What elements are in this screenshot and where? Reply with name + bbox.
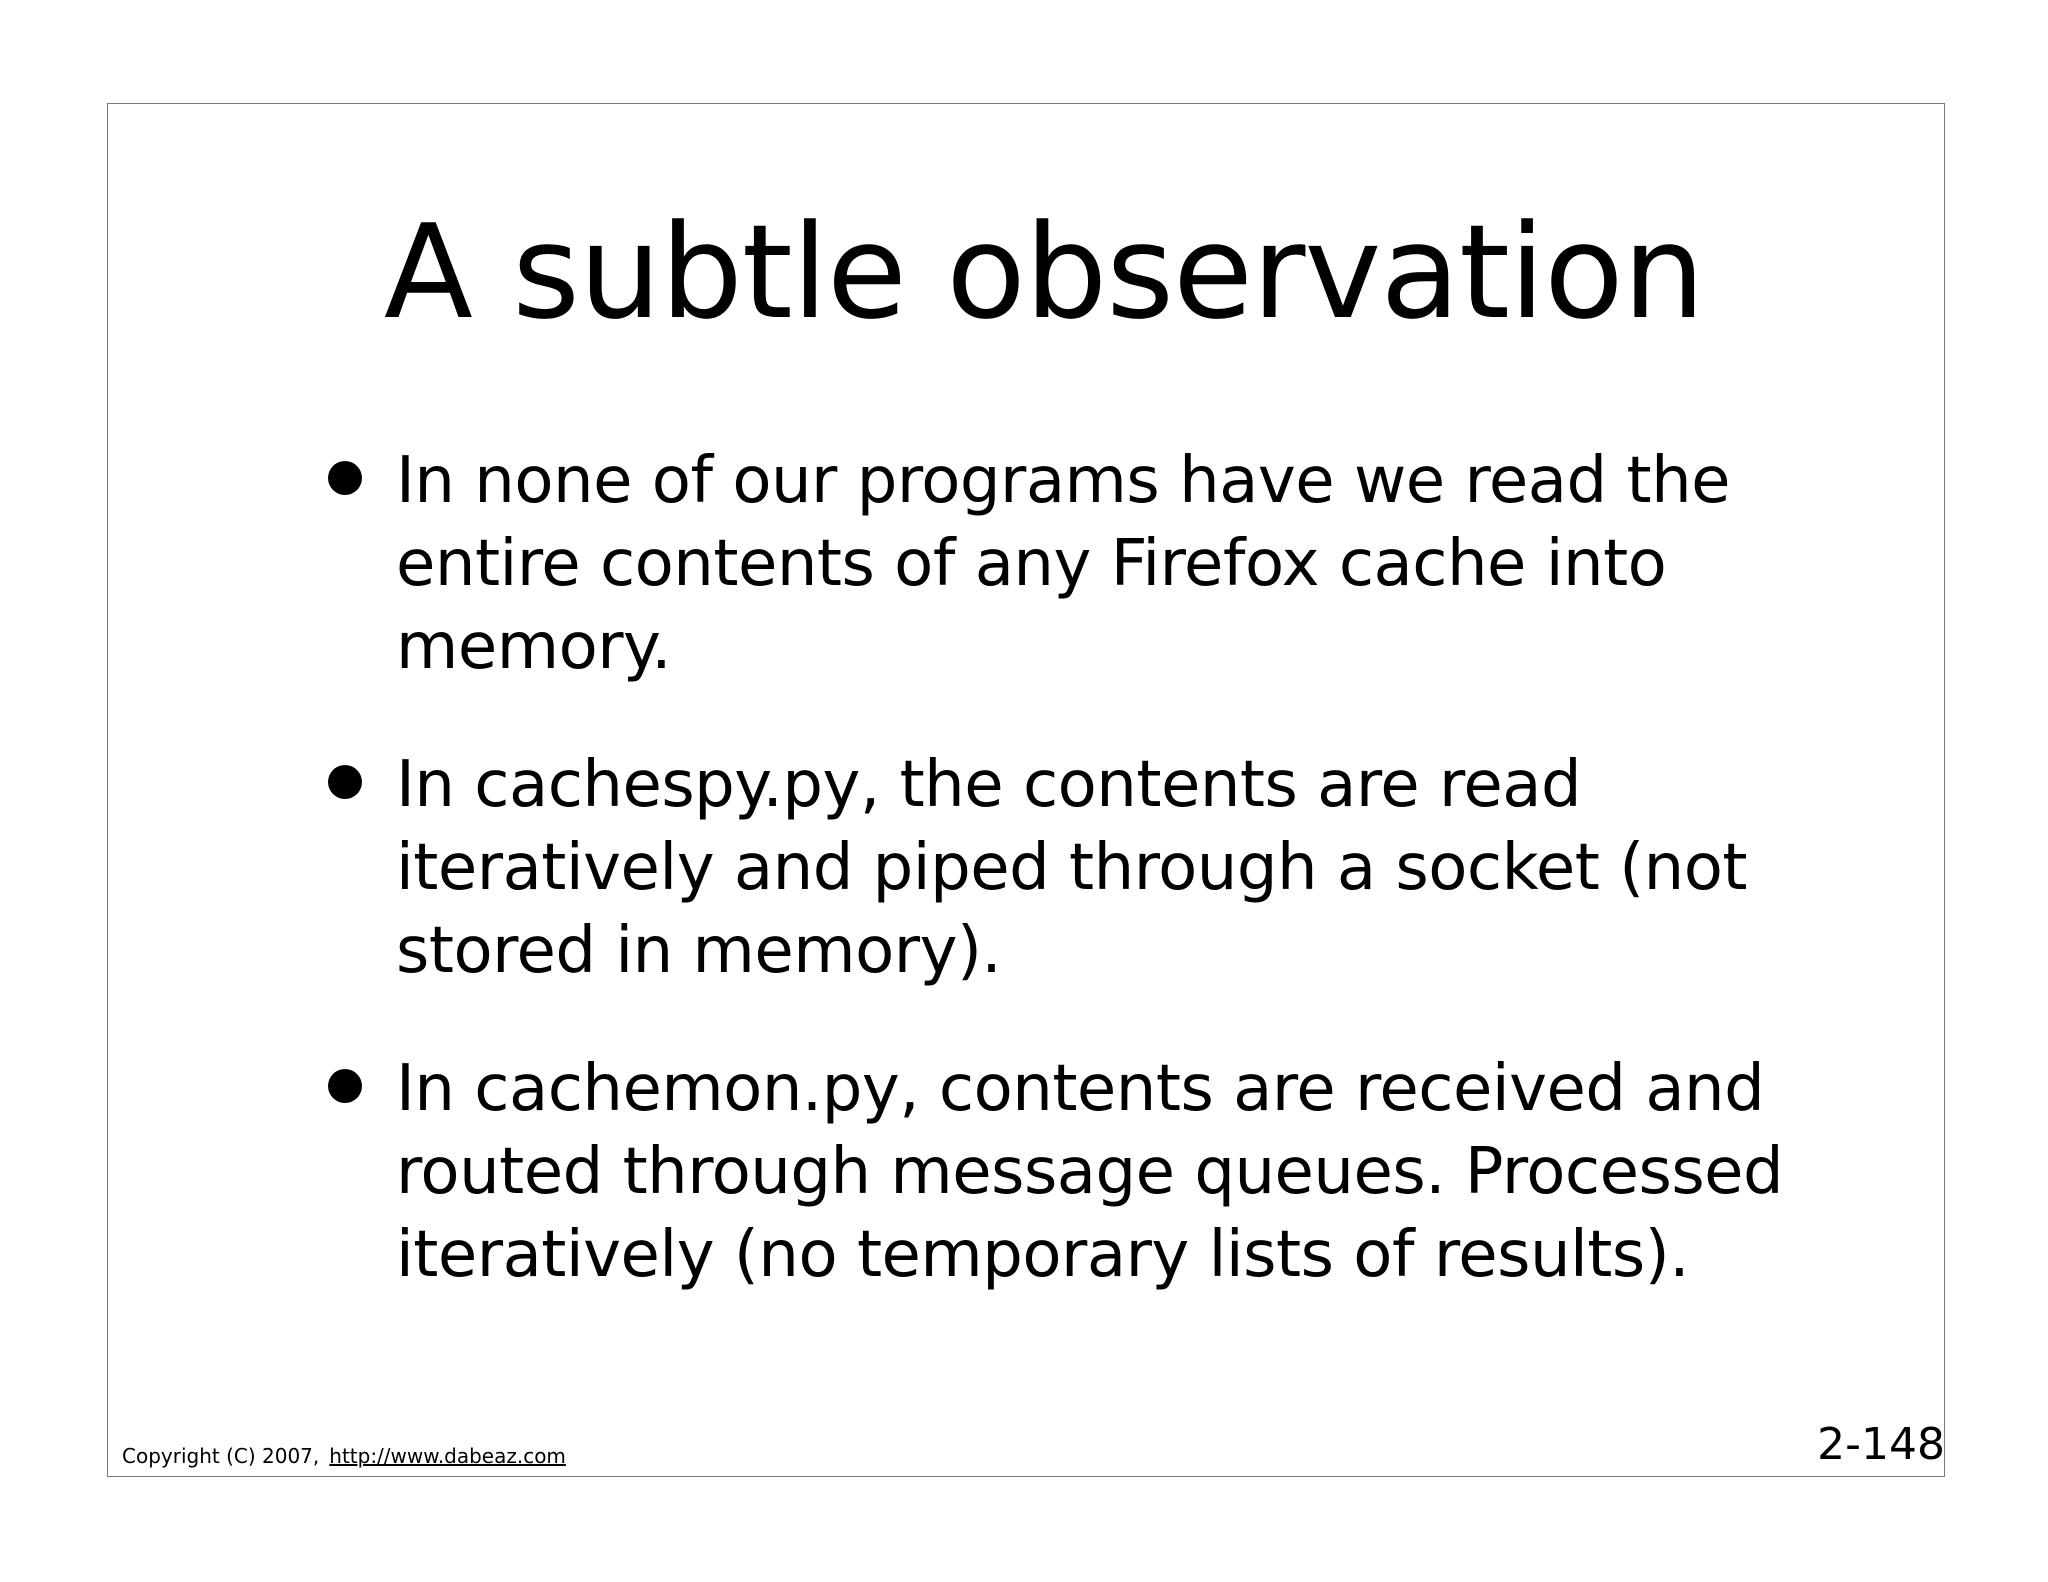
bullet-list (322, 440, 1882, 1352)
bullet-dot-icon (328, 461, 362, 495)
slide-number: 2-148 (1817, 1419, 1945, 1470)
footer-copyright (122, 1444, 566, 1468)
bullet-text: In cachemon.py, contents are received and routed through message queues. Processed iteratively (no temporary lists of results). (396, 1052, 1784, 1292)
slide-title: A subtle observation (383, 196, 1705, 348)
website-link[interactable]: http://www.dabeaz.com (329, 1444, 566, 1468)
bullet-item (322, 744, 1882, 993)
bullet-text: In cachespy.py, the contents are read iteratively and piped through a socket (not stored in memory). (396, 748, 1747, 988)
bullet-dot-icon (328, 1069, 362, 1103)
bullet-text: In none of our programs have we read the entire contents of any Firefox cache into memory. (396, 444, 1730, 684)
copyright-text: Copyright (C) 2007, (122, 1444, 320, 1468)
bullet-dot-icon (328, 765, 362, 799)
bullet-item (322, 1048, 1882, 1297)
bullet-item (322, 440, 1882, 689)
